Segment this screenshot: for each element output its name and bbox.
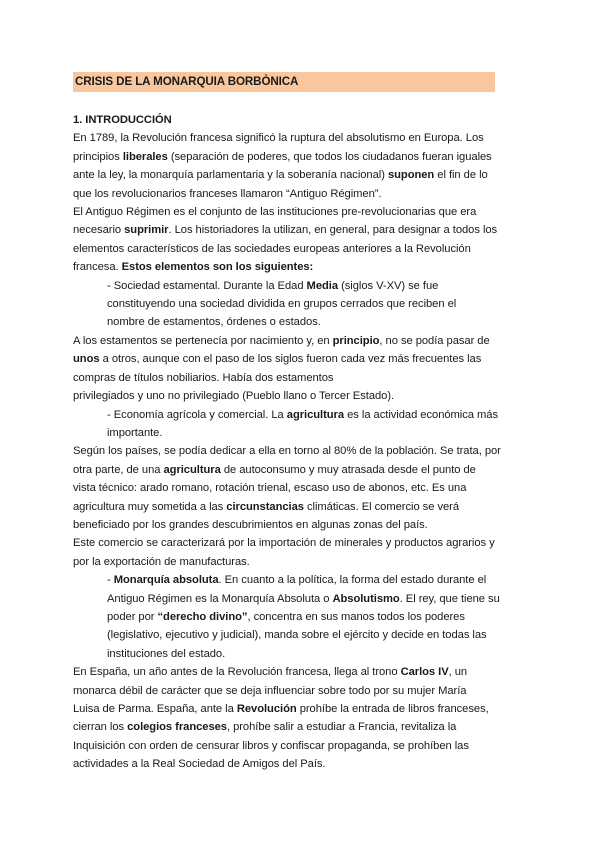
text-line [73, 553, 533, 571]
text-run: que los revolucionarios franceses llamaron “Antiguo Régimen”. [73, 187, 382, 200]
text-line [73, 608, 533, 626]
text-run: por la exportación de manufacturas. [73, 555, 250, 568]
text-run: , un [448, 666, 468, 679]
bold-text: unos [73, 353, 100, 366]
text-line [73, 387, 533, 405]
bold-text: agricultura [163, 463, 221, 476]
bold-text: Media [306, 279, 339, 292]
text-run: instituciones del estado. [107, 647, 226, 660]
text-run: necesario [73, 224, 125, 237]
text-run: constituyendo una sociedad dividida en grupos cerrados que reciben el [107, 298, 457, 311]
bold-text: colegios franceses [127, 721, 227, 734]
text-run: importante. [107, 426, 163, 439]
text-run: beneficiado por los grandes descubrimientos en algunas zonas del país. [73, 518, 428, 531]
text-run: , concentra en sus manos todos los poderes [247, 610, 465, 623]
text-run: ante la ley, la monarquía parlamentaria y la soberanía nacional) [73, 169, 388, 182]
text-line [73, 129, 533, 147]
text-run: climáticas. El comercio se verá [303, 500, 460, 513]
bold-text: Absolutismo [332, 592, 400, 605]
bold-text: suponen [387, 169, 435, 182]
text-line [73, 203, 533, 221]
text-line [73, 737, 533, 755]
text-run: Inquisición con orden de censurar libros y confiscar propaganda, se prohíben las [73, 739, 469, 752]
text-line [73, 166, 533, 184]
text-line [73, 406, 533, 424]
text-run: Luisa de Parma. España, ante la [73, 703, 237, 715]
text-run: . El rey, que tiene su [399, 592, 500, 605]
text-line [73, 277, 533, 295]
text-line [73, 590, 533, 608]
text-run: - Sociedad estamental. Durante la Edad [107, 279, 307, 292]
text-run: privilegiados y uno no privilegiado (Pueblo llano o Tercer Estado). [73, 390, 395, 403]
text-run: compras de títulos nobiliarios. Había dos estamentos [73, 371, 334, 384]
text-line [73, 755, 533, 773]
text-run: Según los países, se podía dedicar a ella en torno al 80% de la población. Se trata, por [73, 445, 501, 458]
bold-text: suprimir [124, 224, 169, 237]
text-run: . En cuanto a la política, la forma del estado durante el [218, 574, 487, 587]
bold-text: Carlos IV [400, 666, 449, 679]
text-run: otra parte, de una [73, 463, 164, 476]
text-run: a otros, aunque con el paso de los siglos fueron cada vez más frecuentes las [99, 353, 482, 366]
text-run: prohíbe la entrada de libros franceses, [296, 703, 489, 715]
text-line [73, 350, 533, 368]
text-line [73, 442, 533, 460]
text-run: elementos característicos de las sociedades europeas anteriores a la Revolución [73, 242, 471, 255]
text-line [73, 571, 533, 589]
text-run: poder por [107, 610, 158, 623]
bold-text: agricultura [286, 408, 345, 421]
text-run: . Los historiadores la utilizan, en general, para designar a todos los [168, 224, 498, 237]
text-line [73, 313, 533, 331]
text-run: de autoconsumo y muy atrasada desde el punto de [220, 463, 476, 476]
document-title: CRISIS DE LA MONARQUIA BORBÒNICA [73, 72, 495, 92]
text-run: es la actividad económica más [344, 408, 499, 421]
text-run: agricultura muy sometida a las [73, 500, 227, 513]
text-run: , prohíbe salir a estudiar a Francia, revitaliza la [226, 721, 457, 734]
text-run: vista técnico: arado romano, rotación trienal, escaso uso de abonos, etc. Es una [73, 482, 467, 495]
text-line [73, 534, 533, 552]
text-line [73, 258, 533, 276]
text-line [73, 663, 533, 681]
text-line [73, 240, 533, 258]
text-run: francesa. [73, 261, 122, 274]
text-run: (legislativo, ejecutivo y judicial), manda sobre el ejército y decide en todas las [107, 629, 487, 642]
text-run: actividades a la Real Sociedad de Amigos del País. [73, 758, 326, 771]
text-run: principios [73, 150, 123, 163]
text-line [73, 718, 533, 736]
text-run: el fin de lo [434, 169, 488, 182]
document-body [73, 111, 533, 774]
bold-text: Estos elementos son los siguientes: [121, 261, 314, 274]
text-line [73, 626, 533, 644]
text-run: Este comercio se caracterizará por la importación de minerales y productos agrarios y [73, 537, 495, 550]
text-line [73, 221, 533, 239]
text-run: En España, un año antes de la Revolución francesa, llega al trono [73, 666, 401, 679]
bold-text: circunstancias [226, 500, 304, 513]
text-run: nombre de estamentos, órdenes o estados. [107, 316, 321, 329]
text-run: Antiguo Régimen es la Monarquía Absoluta o [107, 592, 333, 605]
bold-text: Monarquía absoluta [113, 574, 219, 587]
text-line [73, 461, 533, 479]
text-run: En 1789, la Revolución francesa significó la ruptura del absolutismo en Europa. Los [73, 132, 484, 145]
text-line [73, 700, 533, 718]
text-run: monarca débil de carácter que se deja influenciar sobre todo por su mujer María [73, 684, 467, 697]
text-line [73, 148, 533, 166]
text-run: El Antiguo Régimen es el conjunto de las instituciones pre-revolucionarias que era [73, 206, 477, 219]
text-run: - [107, 574, 114, 587]
text-line [73, 424, 533, 442]
text-line [73, 479, 533, 497]
text-run: cierran los [73, 721, 128, 734]
section-heading: 1. INTRODUCCIÓN [73, 114, 172, 126]
text-line [73, 295, 533, 313]
bold-text: “derecho divino” [157, 610, 248, 623]
text-line [73, 369, 533, 387]
text-line [73, 498, 533, 516]
text-line [73, 645, 533, 663]
bold-text: Revolución [236, 703, 297, 715]
text-line [73, 516, 533, 534]
text-line [73, 185, 533, 203]
text-run: A los estamentos se pertenecía por nacimiento y, en [73, 334, 333, 347]
bold-text: principio [332, 334, 380, 347]
text-run: (siglos V-XV) se fue [338, 279, 439, 292]
text-run: (separación de poderes, que todos los ciudadanos fueran iguales [167, 150, 492, 163]
text-run: - Economía agrícola y comercial. La [107, 408, 287, 421]
bold-text: liberales [122, 150, 168, 163]
text-line [73, 682, 533, 700]
text-line [73, 332, 533, 350]
text-run: , no se podía pasar de [379, 334, 490, 347]
